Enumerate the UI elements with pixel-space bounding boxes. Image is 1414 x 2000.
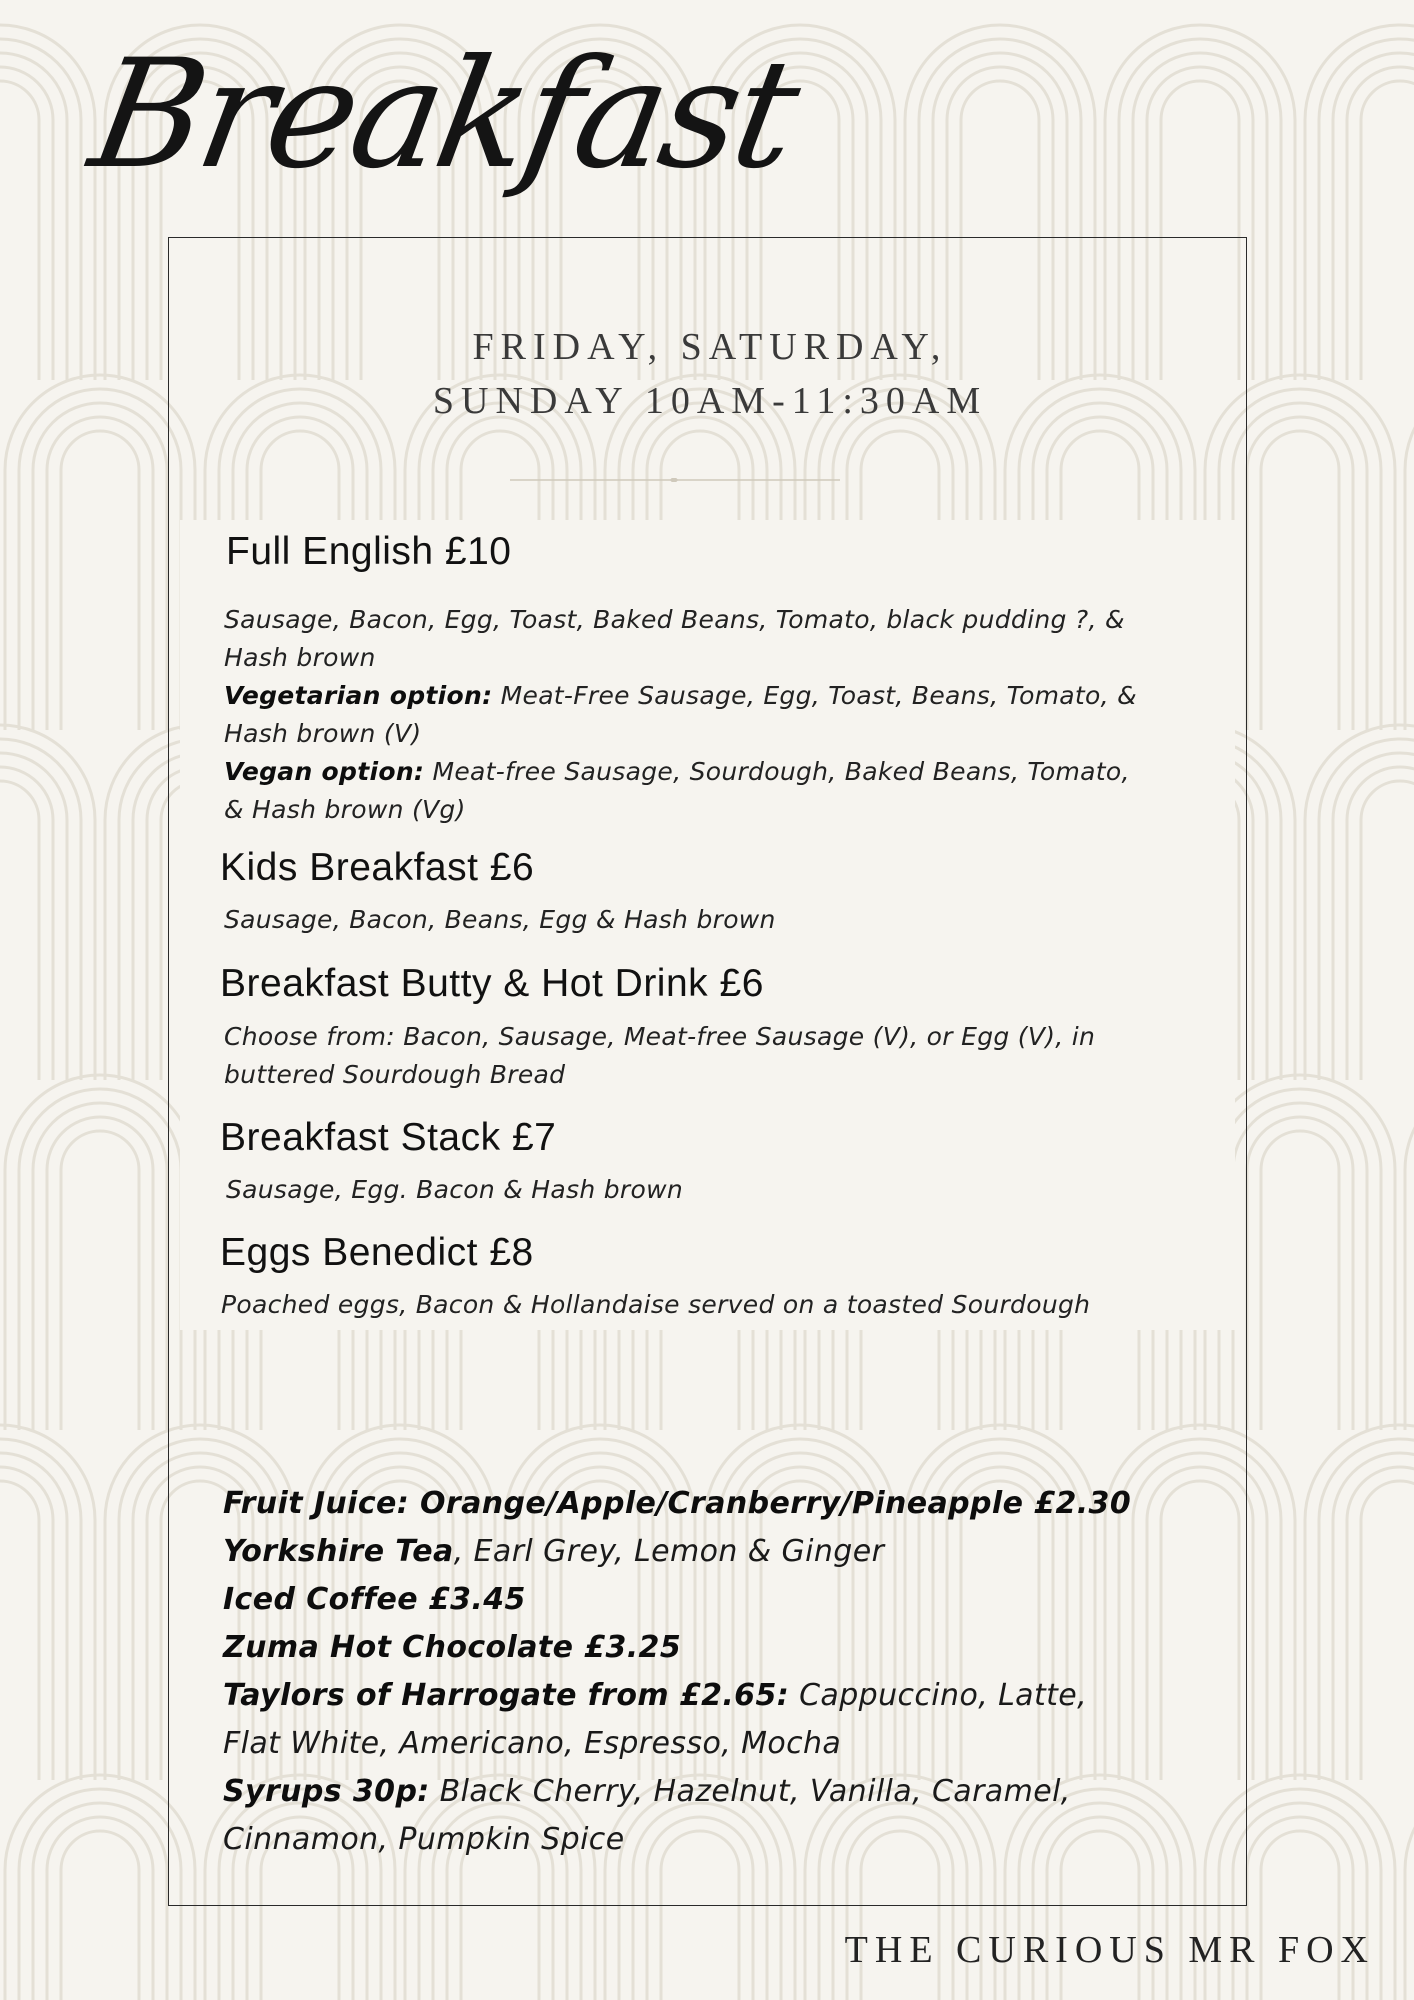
- arch-line: [0, 1467, 53, 1780]
- hours-line-1: FRIDAY, SATURDAY,: [472, 326, 948, 368]
- arch-line: [1333, 1453, 1414, 1780]
- arch-line: [1361, 81, 1414, 380]
- drink-syrups-options: Cinnamon, Pumpkin Spice: [223, 1822, 625, 1857]
- arch-line: [0, 1481, 39, 1780]
- item-title-kids-breakfast: Kids Breakfast £6: [220, 846, 535, 889]
- hours-line-2: SUNDAY 10AM-11:30AM: [432, 380, 988, 422]
- item-title-breakfast-stack: Breakfast Stack £7: [220, 1116, 557, 1159]
- arch-line: [1233, 1103, 1367, 1430]
- arch-line: [0, 67, 53, 380]
- arch-line: [0, 81, 39, 380]
- arch-line: [1405, 375, 1414, 730]
- arch-line: [19, 1789, 181, 2000]
- item-desc-breakfast-stack: Sausage, Egg. Bacon & Hash brown: [226, 1175, 683, 1204]
- arch-line: [1247, 1817, 1353, 2000]
- arch-line: [47, 1817, 153, 2000]
- item-desc-breakfast-butty: Choose from: Bacon, Sausage, Meat-free Sausage (V), or Egg (V), in buttered Sourdough Bread: [224, 1022, 1096, 1089]
- arch-line: [19, 389, 181, 730]
- arch-line: [61, 1831, 139, 2000]
- item-title-eggs-benedict: Eggs Benedict £8: [220, 1231, 534, 1274]
- arch-line: [1233, 403, 1367, 730]
- drink-hot-chocolate: Zuma Hot Chocolate £3.25: [223, 1630, 682, 1665]
- arch-line: [1361, 1481, 1414, 1780]
- vegan-option: Vegan option: Meat-free Sausage, Sourdough, Baked Beans, Tomato,: [224, 757, 1130, 786]
- vegetarian-option: Vegetarian option: Meat-Free Sausage, Egg, Toast, Beans, Tomato, &: [224, 681, 1137, 710]
- arch-line: [1333, 753, 1414, 1080]
- arch-line: [1261, 1131, 1339, 1430]
- item-desc-kids-breakfast: Sausage, Bacon, Beans, Egg & Hash brown: [224, 905, 776, 934]
- arch-line: [1333, 53, 1414, 380]
- drink-tea: Yorkshire Tea, Earl Grey, Lemon & Ginger: [223, 1534, 885, 1569]
- menu-title: Breakfast: [79, 28, 808, 202]
- item-desc-eggs-benedict: Poached eggs, Bacon & Hollandaise served on a toasted Sourdough: [221, 1290, 1091, 1319]
- arch-line: [0, 767, 53, 1080]
- arch-line: [1347, 67, 1414, 380]
- drink-syrups: Syrups 30p: Black Cherry, Hazelnut, Vanilla, Caramel,: [223, 1774, 1071, 1809]
- arch-line: [1405, 1075, 1414, 1430]
- ornament-divider: [510, 478, 840, 482]
- drinks-section: [223, 1480, 1223, 1864]
- drink-fruit-juice: Fruit Juice: Orange/Apple/Cranberry/Pineapple £2.30: [223, 1486, 1132, 1521]
- brand-footer: THE CURIOUS MR FOX: [844, 1929, 1375, 1971]
- arch-line: [33, 1103, 167, 1430]
- opening-hours: [300, 320, 1120, 428]
- arch-line: [33, 403, 167, 730]
- arch-line: [19, 1089, 181, 1430]
- arch-line: [1261, 431, 1339, 730]
- arch-line: [1347, 767, 1414, 1080]
- arch-line: [1261, 1831, 1339, 2000]
- drink-coffee-options: Flat White, Americano, Espresso, Mocha: [223, 1726, 842, 1761]
- drink-coffee: Taylors of Harrogate from £2.65: Cappuccino, Latte,: [223, 1678, 1088, 1713]
- item-desc-full-english: Sausage, Bacon, Egg, Toast, Baked Beans, Tomato, black pudding ?, & Hash brown Vegetarian option: Meat-Free Sausage, Egg, Toast, Beans, Tomato, & Hash brown (V) Vegan option: Meat-free Sausage, Sourdough, Baked Beans, Tomato, & Hash brown (Vg): [224, 601, 1224, 829]
- drink-iced-coffee: Iced Coffee £3.45: [223, 1582, 526, 1617]
- item-title-full-english: Full English £10: [226, 530, 512, 573]
- arch-line: [33, 1803, 167, 2000]
- arch-line: [61, 431, 139, 730]
- arch-line: [61, 1131, 139, 1430]
- arch-line: [1361, 781, 1414, 1080]
- arch-line: [1347, 1467, 1414, 1780]
- item-title-breakfast-butty: Breakfast Butty & Hot Drink £6: [220, 962, 764, 1005]
- arch-line: [1405, 1775, 1414, 2000]
- arch-line: [0, 781, 39, 1080]
